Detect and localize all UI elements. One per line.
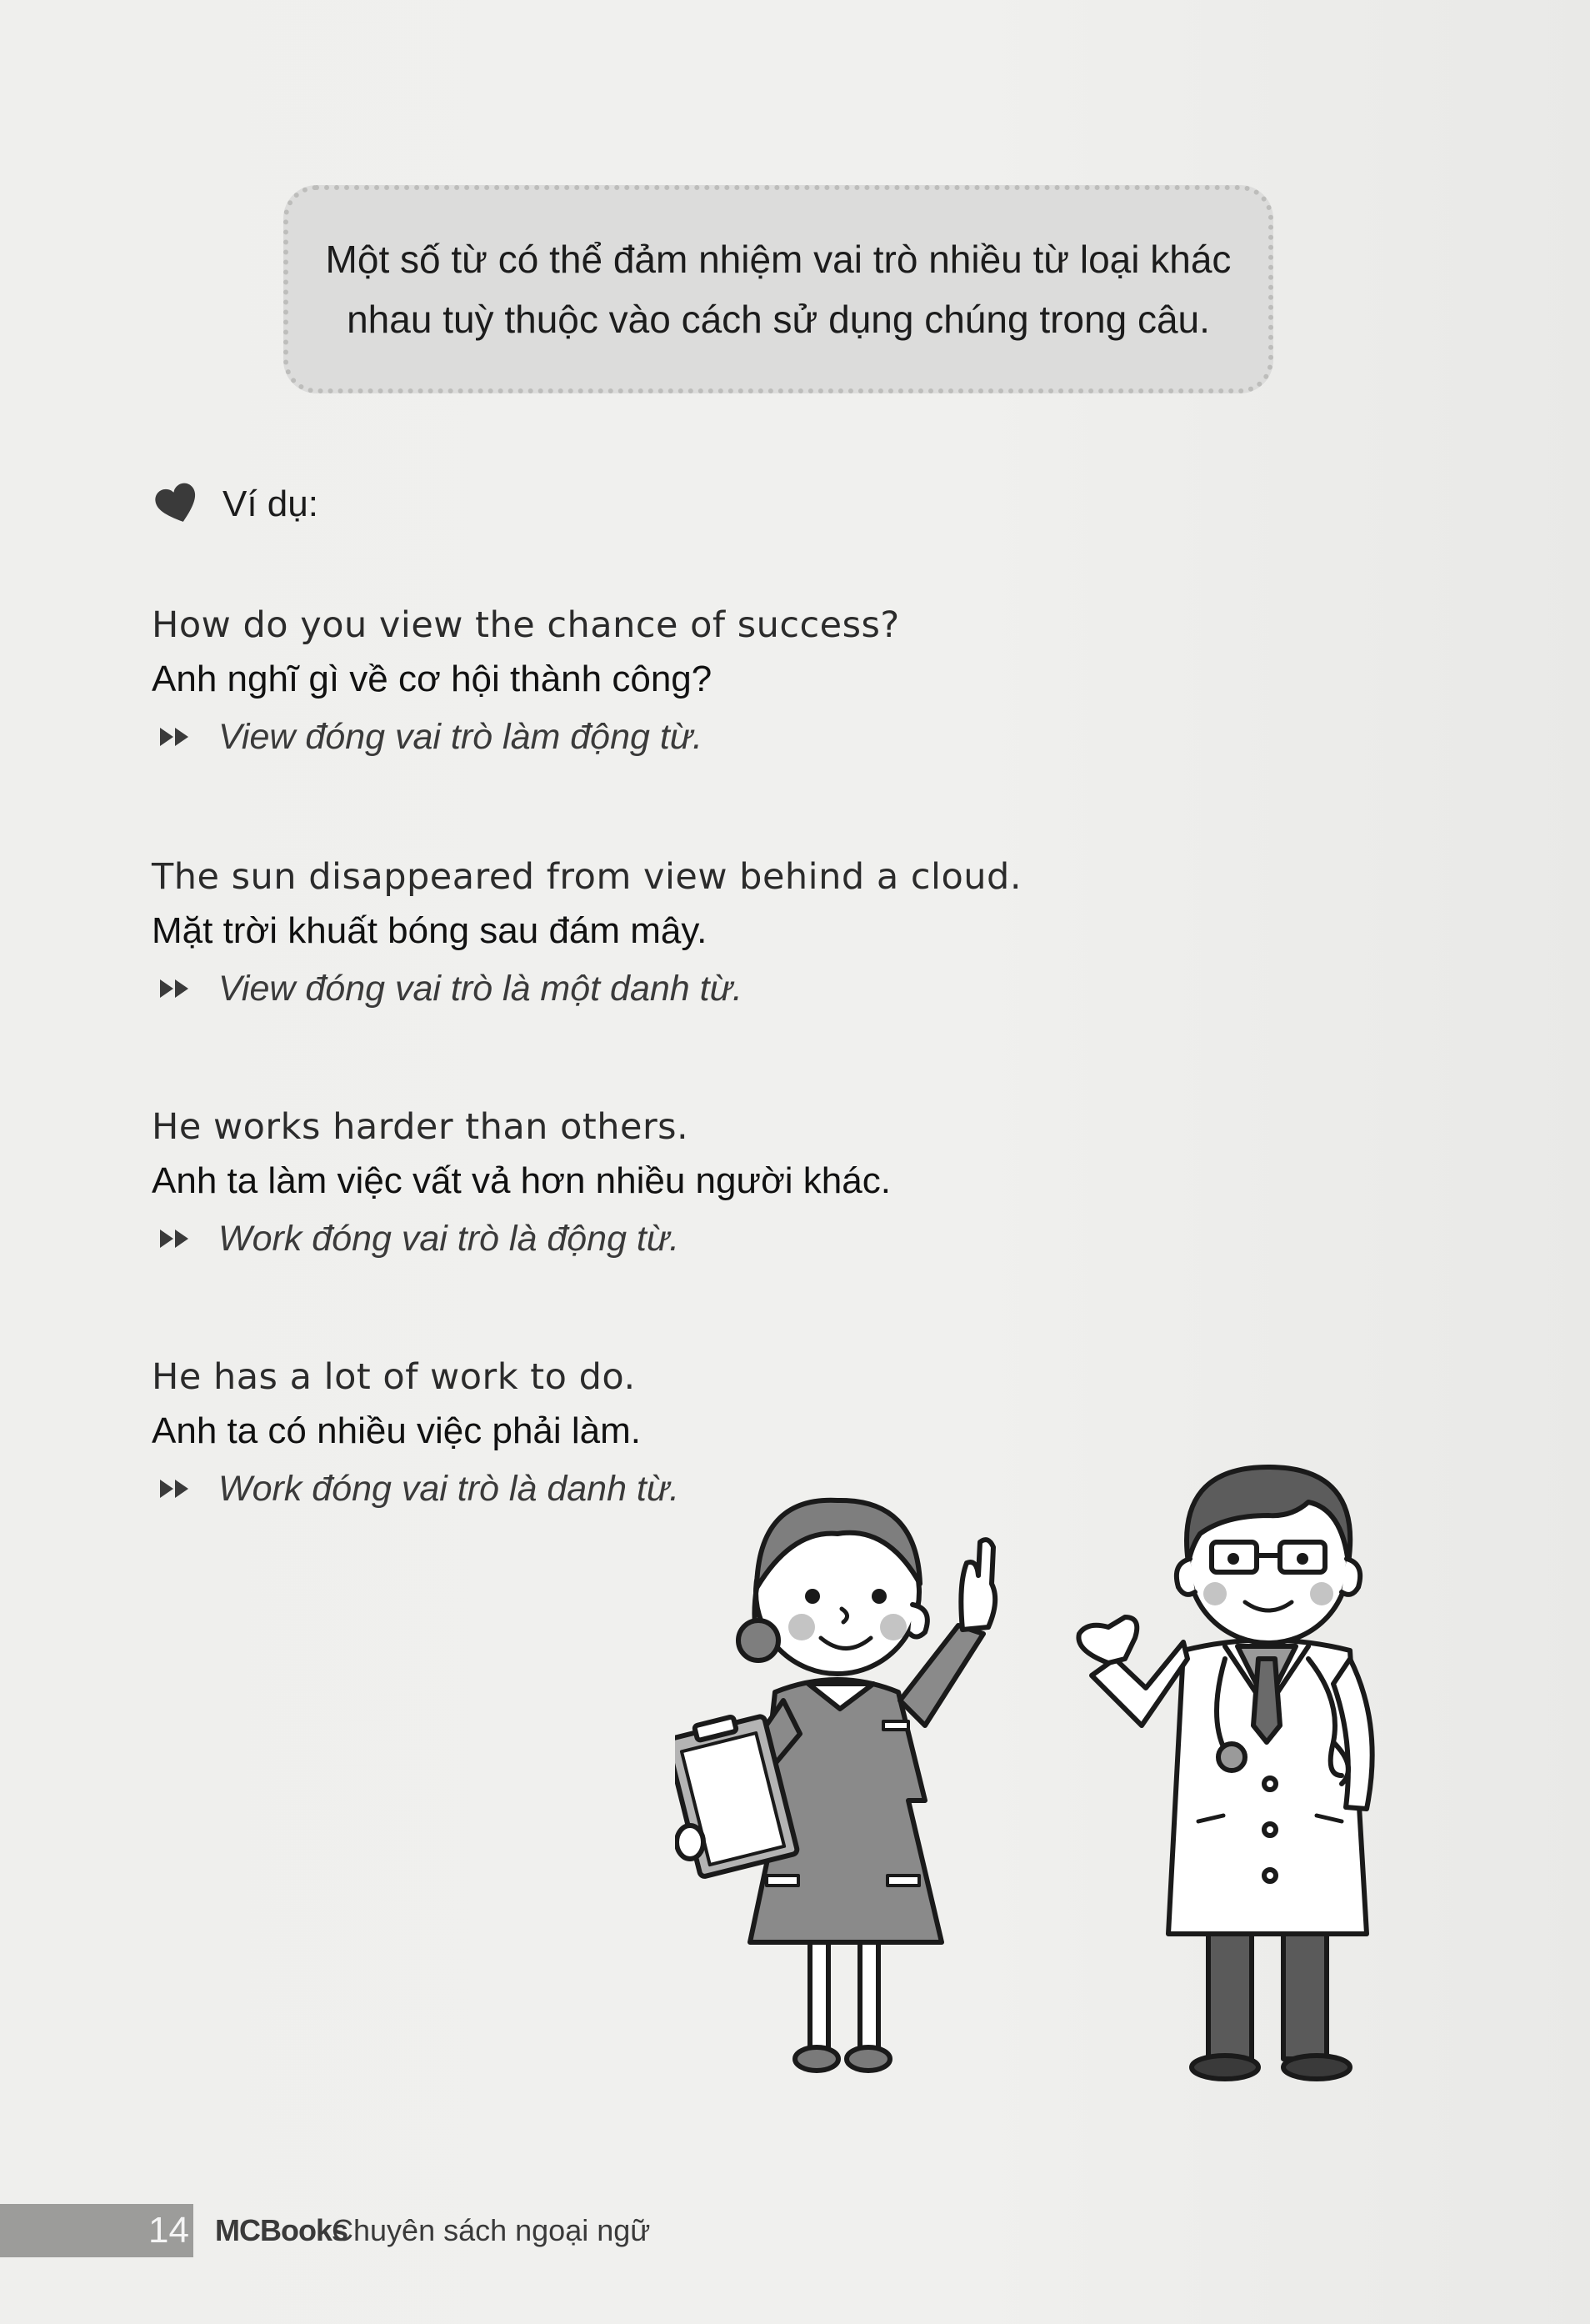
example-vietnamese: Mặt trời khuất bóng sau đám mây. (152, 910, 708, 951)
double-arrow-icon (160, 1228, 193, 1250)
example-vietnamese: Anh ta có nhiều việc phải làm. (152, 1410, 642, 1451)
page-number: 14 (148, 2210, 189, 2251)
page-footer (0, 2201, 1590, 2262)
nurse-doctor-illustration (675, 1409, 1425, 2142)
example-english: How do you view the chance of success? (152, 604, 900, 646)
brand-logo-text: MCBooks (215, 2213, 348, 2247)
example-note (152, 1212, 1152, 1265)
example-vietnamese: Anh ta làm việc vất vả hơn nhiều người khác. (152, 1160, 891, 1201)
example-english: He has a lot of work to do. (152, 1356, 636, 1398)
example-vietnamese: Anh nghĩ gì về cơ hội thành công? (152, 659, 712, 699)
example-note-text: Work đóng vai trò là động từ. (218, 1218, 680, 1259)
example-english: The sun disappeared from view behind a cloud. (152, 856, 1022, 898)
note-box (283, 185, 1273, 393)
example-english: He works harder than others. (152, 1106, 689, 1148)
heart-icon (154, 481, 201, 528)
double-arrow-icon (160, 978, 193, 999)
note-line-1: Một số từ có thể đảm nhiệm vai trò nhiều từ loại khác (325, 238, 1232, 281)
example-note (152, 962, 1152, 1015)
example-note-text: View đóng vai trò là một danh từ. (218, 968, 742, 1009)
double-arrow-icon (160, 1478, 193, 1500)
example-item-3 (152, 1104, 1152, 1265)
example-item-2 (152, 854, 1152, 1015)
doctor-figure (1078, 1467, 1372, 2079)
example-heading (154, 475, 318, 533)
example-note-text: View đóng vai trò làm động từ. (218, 716, 703, 757)
example-item-1 (152, 602, 1152, 764)
brand-tagline: Chuyên sách ngoại ngữ (332, 2213, 651, 2247)
note-line-2: nhau tuỳ thuộc vào cách sử dụng chúng trong câu. (347, 298, 1210, 341)
example-label: Ví dụ: (222, 483, 318, 524)
example-note (152, 710, 1152, 764)
double-arrow-icon (160, 726, 193, 748)
nurse-figure (675, 1500, 995, 2071)
example-note-text: Work đóng vai trò là danh từ. (218, 1468, 680, 1509)
